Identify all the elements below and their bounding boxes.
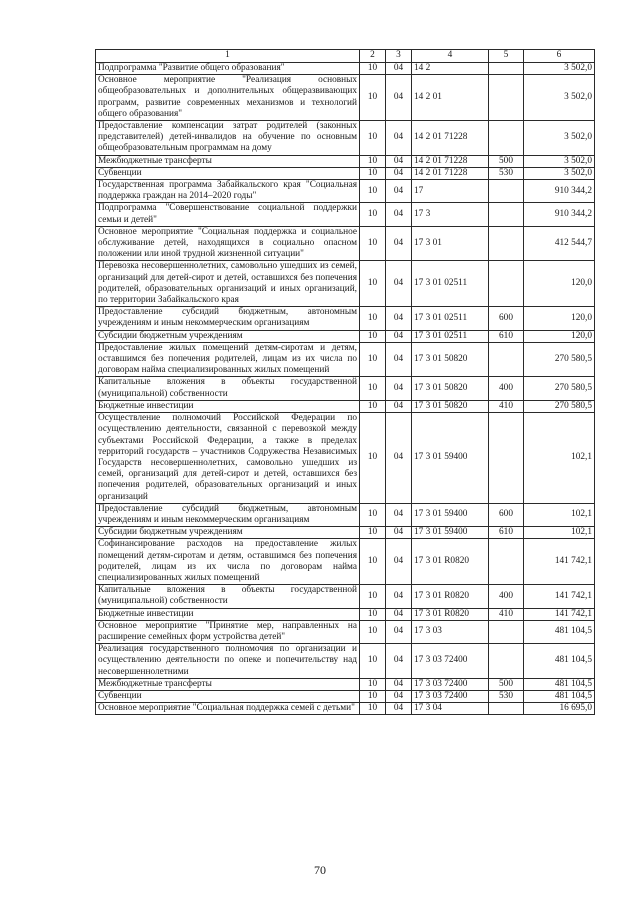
row-subsection: 04 — [386, 180, 412, 203]
row-subsection: 04 — [386, 608, 412, 620]
row-subsection: 04 — [386, 75, 412, 121]
row-name: Капитальные вложения в объекты государственной (муниципальной) собственности — [96, 585, 360, 608]
row-name: Предоставление жилых помещений детям-сиротам и детям, оставшимся без попечения родителей, лицам из их числа по договорам найма специализированных жилых помещений — [96, 342, 360, 377]
row-amount: 3 502,0 — [524, 75, 595, 121]
row-name: Основное мероприятие "Принятие мер, направленных на расширение семейных форм устройства детей" — [96, 620, 360, 643]
row-subsection: 04 — [386, 203, 412, 226]
row-section: 10 — [360, 690, 386, 702]
row-expense-type — [489, 226, 524, 261]
table-row — [96, 527, 595, 539]
row-amount: 141 742,1 — [524, 539, 595, 585]
row-subsection: 04 — [386, 342, 412, 377]
row-target-code: 17 3 01 02511 — [412, 261, 489, 307]
header-col-4: 4 — [412, 50, 489, 63]
row-target-code: 17 3 01 R0820 — [412, 608, 489, 620]
row-name: Субсидии бюджетным учреждениям — [96, 330, 360, 342]
row-target-code: 17 3 03 — [412, 620, 489, 643]
table-row — [96, 63, 595, 75]
row-expense-type: 530 — [489, 690, 524, 702]
row-amount: 102,1 — [524, 413, 595, 504]
row-expense-type: 410 — [489, 608, 524, 620]
row-subsection: 04 — [386, 261, 412, 307]
table-row — [96, 75, 595, 121]
row-expense-type — [489, 539, 524, 585]
row-target-code: 17 3 01 R0820 — [412, 539, 489, 585]
row-expense-type — [489, 75, 524, 121]
row-expense-type — [489, 63, 524, 75]
row-expense-type — [489, 644, 524, 679]
row-amount: 481 104,5 — [524, 620, 595, 643]
row-amount: 481 104,5 — [524, 644, 595, 679]
row-section: 10 — [360, 167, 386, 179]
row-subsection: 04 — [386, 585, 412, 608]
row-amount: 102,1 — [524, 503, 595, 526]
row-target-code: 17 3 01 R0820 — [412, 585, 489, 608]
budget-table — [95, 49, 595, 715]
table-row — [96, 539, 595, 585]
row-name: Основное мероприятие "Социальная поддержка семей с детьми" — [96, 703, 360, 715]
row-section: 10 — [360, 226, 386, 261]
row-name: Межбюджетные трансферты — [96, 678, 360, 690]
row-name: Предоставление субсидий бюджетным, автономным учреждениям и иным некоммерческим организациям — [96, 307, 360, 330]
row-subsection: 04 — [386, 121, 412, 156]
row-subsection: 04 — [386, 678, 412, 690]
row-subsection: 04 — [386, 330, 412, 342]
row-section: 10 — [360, 377, 386, 400]
header-col-2: 2 — [360, 50, 386, 63]
header-col-3: 3 — [386, 50, 412, 63]
row-target-code: 14 2 01 — [412, 75, 489, 121]
row-expense-type: 500 — [489, 155, 524, 167]
row-expense-type — [489, 703, 524, 715]
row-subsection: 04 — [386, 644, 412, 679]
row-section: 10 — [360, 307, 386, 330]
row-target-code: 14 2 01 71228 — [412, 167, 489, 179]
row-target-code: 14 2 01 71228 — [412, 121, 489, 156]
row-name: Подпрограмма "Совершенствование социальной поддержки семьи и детей" — [96, 203, 360, 226]
header-row — [96, 50, 595, 63]
row-section: 10 — [360, 620, 386, 643]
row-target-code: 17 3 01 — [412, 226, 489, 261]
row-expense-type: 410 — [489, 400, 524, 412]
table-row — [96, 620, 595, 643]
row-name: Софинансирование расходов на предоставление жилых помещений детям-сиротам и детям, оставшимся без попечения родителей, лицам из их числа по договорам найма специализированных жилых помещений — [96, 539, 360, 585]
row-amount: 481 104,5 — [524, 690, 595, 702]
row-amount: 3 502,0 — [524, 63, 595, 75]
row-subsection: 04 — [386, 226, 412, 261]
row-expense-type — [489, 121, 524, 156]
row-subsection: 04 — [386, 413, 412, 504]
row-target-code: 17 3 03 72400 — [412, 690, 489, 702]
row-name: Реализация государственного полномочия по организации и осуществлению деятельности по опеке и попечительству над несовершеннолетними — [96, 644, 360, 679]
table-row — [96, 167, 595, 179]
row-amount: 481 104,5 — [524, 678, 595, 690]
table-row — [96, 330, 595, 342]
row-target-code: 17 3 01 59400 — [412, 527, 489, 539]
row-expense-type: 530 — [489, 167, 524, 179]
row-section: 10 — [360, 75, 386, 121]
row-name: Межбюджетные трансферты — [96, 155, 360, 167]
row-expense-type — [489, 180, 524, 203]
row-expense-type: 600 — [489, 503, 524, 526]
table-row — [96, 678, 595, 690]
row-section: 10 — [360, 342, 386, 377]
row-expense-type: 600 — [489, 307, 524, 330]
row-section: 10 — [360, 261, 386, 307]
row-amount: 270 580,5 — [524, 400, 595, 412]
row-target-code: 17 3 01 50820 — [412, 377, 489, 400]
row-section: 10 — [360, 678, 386, 690]
row-subsection: 04 — [386, 690, 412, 702]
row-section: 10 — [360, 413, 386, 504]
row-expense-type: 610 — [489, 527, 524, 539]
row-target-code: 17 3 01 02511 — [412, 307, 489, 330]
row-section: 10 — [360, 585, 386, 608]
row-name: Основное мероприятие "Реализация основных общеобразовательных и дополнительных общеразвивающих программ, развитие современных механизмов и технологий общего образования" — [96, 75, 360, 121]
header-col-6: 6 — [524, 50, 595, 63]
row-section: 10 — [360, 180, 386, 203]
table-header — [96, 50, 595, 63]
row-subsection: 04 — [386, 503, 412, 526]
row-amount: 412 544,7 — [524, 226, 595, 261]
row-amount: 3 502,0 — [524, 167, 595, 179]
row-name: Предоставление субсидий бюджетным, автономным учреждениям и иным некоммерческим организациям — [96, 503, 360, 526]
row-name: Бюджетные инвестиции — [96, 400, 360, 412]
row-target-code: 14 2 — [412, 63, 489, 75]
row-amount: 16 695,0 — [524, 703, 595, 715]
row-section: 10 — [360, 330, 386, 342]
row-section: 10 — [360, 63, 386, 75]
row-target-code: 17 3 01 02511 — [412, 330, 489, 342]
row-expense-type: 400 — [489, 585, 524, 608]
row-subsection: 04 — [386, 307, 412, 330]
table-row — [96, 180, 595, 203]
row-target-code: 17 — [412, 180, 489, 203]
row-amount: 102,1 — [524, 527, 595, 539]
row-expense-type — [489, 261, 524, 307]
row-target-code: 17 3 01 59400 — [412, 503, 489, 526]
row-name: Подпрограмма "Развитие общего образования" — [96, 63, 360, 75]
row-target-code: 17 3 03 72400 — [412, 644, 489, 679]
row-amount: 141 742,1 — [524, 608, 595, 620]
row-amount: 270 580,5 — [524, 377, 595, 400]
row-subsection: 04 — [386, 620, 412, 643]
table-row — [96, 377, 595, 400]
row-section: 10 — [360, 539, 386, 585]
row-expense-type: 400 — [489, 377, 524, 400]
row-name: Капитальные вложения в объекты государственной (муниципальной) собственности — [96, 377, 360, 400]
row-section: 10 — [360, 121, 386, 156]
header-col-5: 5 — [489, 50, 524, 63]
table-row — [96, 203, 595, 226]
table-row — [96, 585, 595, 608]
table-row — [96, 226, 595, 261]
row-name: Осуществление полномочий Российской Федерации по осуществлению деятельности, связанной с перевозкой между субъектами Российской Федерации, а также в пределах территорий государств – участников Содружества Независимых Государств несовершеннолетних, самовольно ушедших из семей, организаций для детей-сирот и детей, оставшихся без попечения родителей, образовательных организаций и иных организаций — [96, 413, 360, 504]
row-subsection: 04 — [386, 63, 412, 75]
row-section: 10 — [360, 203, 386, 226]
row-amount: 3 502,0 — [524, 121, 595, 156]
row-amount: 120,0 — [524, 261, 595, 307]
row-name: Перевозка несовершеннолетних, самовольно ушедших из семей, организаций для детей-сирот и детей, оставшихся без попечения родителей, образовательных организаций и иных организаций, по территории Забайкальского края — [96, 261, 360, 307]
row-amount: 120,0 — [524, 307, 595, 330]
table-row — [96, 307, 595, 330]
row-section: 10 — [360, 400, 386, 412]
table-row — [96, 413, 595, 504]
row-name: Государственная программа Забайкальского края "Социальная поддержка граждан на 2014–2020 годы" — [96, 180, 360, 203]
table-row — [96, 400, 595, 412]
header-col-1: 1 — [96, 50, 360, 63]
row-subsection: 04 — [386, 155, 412, 167]
page-number: 70 — [314, 863, 326, 877]
row-name: Субвенции — [96, 167, 360, 179]
row-section: 10 — [360, 503, 386, 526]
row-section: 10 — [360, 608, 386, 620]
row-amount: 910 344,2 — [524, 180, 595, 203]
row-subsection: 04 — [386, 539, 412, 585]
row-name: Субвенции — [96, 690, 360, 702]
table-body — [96, 63, 595, 715]
table-row — [96, 690, 595, 702]
table-row — [96, 703, 595, 715]
row-amount: 141 742,1 — [524, 585, 595, 608]
table-row — [96, 644, 595, 679]
row-amount: 270 580,5 — [524, 342, 595, 377]
row-expense-type — [489, 413, 524, 504]
row-expense-type — [489, 203, 524, 226]
table-row — [96, 155, 595, 167]
row-target-code: 17 3 01 50820 — [412, 342, 489, 377]
row-expense-type: 500 — [489, 678, 524, 690]
row-subsection: 04 — [386, 167, 412, 179]
row-amount: 120,0 — [524, 330, 595, 342]
row-target-code: 17 3 04 — [412, 703, 489, 715]
row-amount: 3 502,0 — [524, 155, 595, 167]
table-row — [96, 342, 595, 377]
table-row — [96, 261, 595, 307]
row-target-code: 14 2 01 71228 — [412, 155, 489, 167]
table-row — [96, 121, 595, 156]
row-target-code: 17 3 — [412, 203, 489, 226]
row-section: 10 — [360, 155, 386, 167]
row-subsection: 04 — [386, 703, 412, 715]
row-name: Основное мероприятие "Социальная поддержка и социальное обслуживание детей, находящихся в социально опасном положении или иной трудной жизненной ситуации" — [96, 226, 360, 261]
row-expense-type — [489, 620, 524, 643]
row-section: 10 — [360, 703, 386, 715]
row-expense-type — [489, 342, 524, 377]
row-name: Бюджетные инвестиции — [96, 608, 360, 620]
row-subsection: 04 — [386, 400, 412, 412]
table-row — [96, 608, 595, 620]
row-target-code: 17 3 03 72400 — [412, 678, 489, 690]
row-name: Субсидии бюджетным учреждениям — [96, 527, 360, 539]
row-target-code: 17 3 01 59400 — [412, 413, 489, 504]
row-subsection: 04 — [386, 527, 412, 539]
row-expense-type: 610 — [489, 330, 524, 342]
row-section: 10 — [360, 527, 386, 539]
row-subsection: 04 — [386, 377, 412, 400]
table-row — [96, 503, 595, 526]
row-name: Предоставление компенсации затрат родителей (законных представителей) детей-инвалидов на обучение по основным общеобразовательным программам на дому — [96, 121, 360, 156]
row-section: 10 — [360, 644, 386, 679]
row-target-code: 17 3 01 50820 — [412, 400, 489, 412]
row-amount: 910 344,2 — [524, 203, 595, 226]
